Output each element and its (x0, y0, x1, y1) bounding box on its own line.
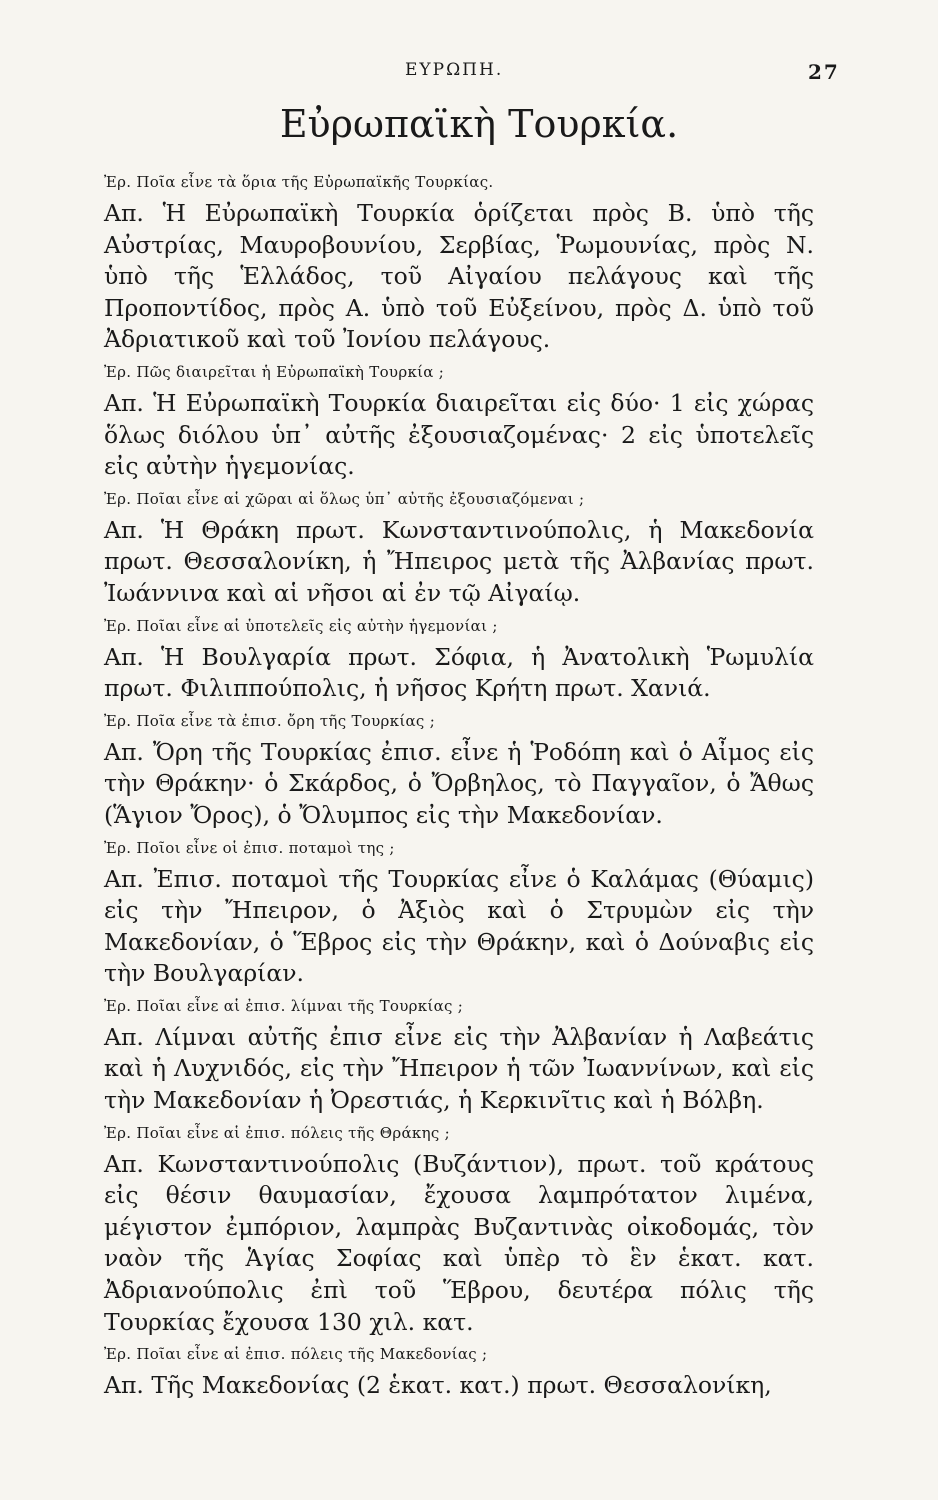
question-3: Ἐρ. Ποῖαι εἶνε αἱ χῶραι αἱ ὅλως ὑπ᾽ αὐτῆς ἐξουσιαζόμεναι ; (104, 489, 585, 508)
body-text (104, 170, 814, 1406)
answer-6: Απ. Ἐπισ. ποταμοὶ τῆς Τουρκίας εἶνε ὁ Καλάμας (Θύαμις) εἰς τὴν Ἤπειρον, ὁ Ἀξιὸς καὶ ὁ Στρυμὼν εἰς τὴν Μακεδονίαν, ὁ Ἕβρος εἰς τὴν Θράκην, καὶ ὁ Δούναβις εἰς τὴν Βουλγαρίαν. (104, 864, 814, 988)
question-1: Ἐρ. Ποῖα εἶνε τὰ ὅρια τῆς Εὐρωπαϊκῆς Τουρκίας. (104, 173, 494, 191)
chapter-title: Εὐρωπαϊκὴ Τουρκία. (279, 102, 679, 146)
page-number: 27 (808, 60, 840, 84)
question-4: Ἐρ. Ποῖαι εἶνε αἱ ὑποτελεῖς εἰς αὐτὴν ἡγεμονίαι ; (104, 616, 498, 635)
answer-2: Απ. Ἡ Εὐρωπαϊκὴ Τουρκία διαιρεῖται εἰς δύο· 1 εἰς χώρας ὅλως διόλου ὑπ᾽ αὐτῆς ἐξουσιαζομένας· 2 εἰς ὑποτελεῖς εἰς αὐτὴν ἡγεμονίας. (104, 388, 814, 481)
answer-5: Απ. Ὄρη τῆς Τουρκίας ἐπισ. εἶνε ἡ Ῥοδόπη καὶ ὁ Αἶμος εἰς τὴν Θράκην· ὁ Σκάρδος, ὁ Ὄρβηλος, τὸ Παγγαῖον, ὁ Ἄθως (Ἅγιον Ὄρος), ὁ Ὄλυμπος εἰς τὴν Μακεδονίαν. (104, 737, 814, 829)
answer-9: Απ. Τῆς Μακεδονίας (2 ἑκατ. κατ.) πρωτ. Θεσσαλονίκη, (104, 1371, 772, 1400)
question-5: Ἐρ. Ποῖα εἶνε τὰ ἐπισ. ὄρη τῆς Τουρκίας ; (104, 711, 436, 730)
running-title: ΕΥΡΩΠΗ. (405, 60, 504, 80)
answer-4: Απ. Ἡ Βουλγαρία πρωτ. Σόφια, ἡ Ἀνατολικὴ Ῥωμυλία πρωτ. Φιλιππούπολις, ἡ νῆσος Κρήτη πρωτ. Χανιά. (104, 642, 814, 703)
question-6: Ἐρ. Ποῖοι εἶνε οἱ ἐπισ. ποταμοὶ της ; (104, 838, 395, 857)
question-2: Ἐρ. Πῶς διαιρεῖται ἡ Εὐρωπαϊκὴ Τουρκία ; (104, 362, 445, 381)
answer-7: Απ. Λίμναι αὐτῆς ἐπισ εἶνε εἰς τὴν Ἀλβανίαν ἡ Λαβεάτις καὶ ἡ Λυχνιδός, εἰς τὴν Ἤπειρον ἡ τῶν Ἰωαννίνων, καὶ εἰς τὴν Μακεδονίαν ἡ Ὀρεστιάς, ἡ Κερκινῖτις καὶ ἡ Βόλβη. (104, 1022, 814, 1115)
question-7: Ἐρ. Ποῖαι εἶνε αἱ ἐπισ. λίμναι τῆς Τουρκίας ; (104, 996, 464, 1015)
answer-8: Απ. Κωνσταντινούπολις (Βυζάντιον), πρωτ. τοῦ κράτους εἰς θέσιν θαυμασίαν, ἔχουσα λαμπρότατον λιμένα, μέγιστον ἐμπόριον, λαμπρὰς Βυζαντινὰς οἰκοδομάς, τὸν ναὸν τῆς Ἁγίας Σοφίας καὶ ὑπὲρ τὸ ἓν ἑκατ. κατ. Ἀδριανούπολις ἐπὶ τοῦ Ἕβρου, δευτέρα πόλις τῆς Τουρκίας ἔχουσα 130 χιλ. κατ. (104, 1149, 814, 1336)
answer-3: Απ. Ἡ Θράκη πρωτ. Κωνσταντινούπολις, ἡ Μακεδονία πρωτ. Θεσσαλονίκη, ἡ Ἤπειρος μετὰ τῆς Ἀλβανίας πρωτ. Ἰωάννινα καὶ αἱ νῆσοι αἱ ἐν τῷ Αἰγαίῳ. (104, 515, 814, 607)
question-8: Ἐρ. Ποῖαι εἶνε αἱ ἐπισ. πόλεις τῆς Θράκης ; (104, 1123, 450, 1142)
answer-1: Απ. Ἡ Εὐρωπαϊκὴ Τουρκία ὁρίζεται πρὸς Β. ὑπὸ τῆς Αὐστρίας, Μαυροβουνίου, Σερβίας, Ῥωμουνίας, πρὸς Ν. ὑπὸ τῆς Ἑλλάδος, τοῦ Αἰγαίου πελάγους καὶ τῆς Προποντίδος, πρὸς Α. ὑπὸ τοῦ Εὐξείνου, πρὸς Δ. ὑπὸ τοῦ Ἀδριατικοῦ καὶ τοῦ Ἰονίου πελάγους. (104, 199, 814, 354)
question-9: Ἐρ. Ποῖαι εἶνε αἱ ἐπισ. πόλεις τῆς Μακεδονίας ; (104, 1345, 488, 1364)
